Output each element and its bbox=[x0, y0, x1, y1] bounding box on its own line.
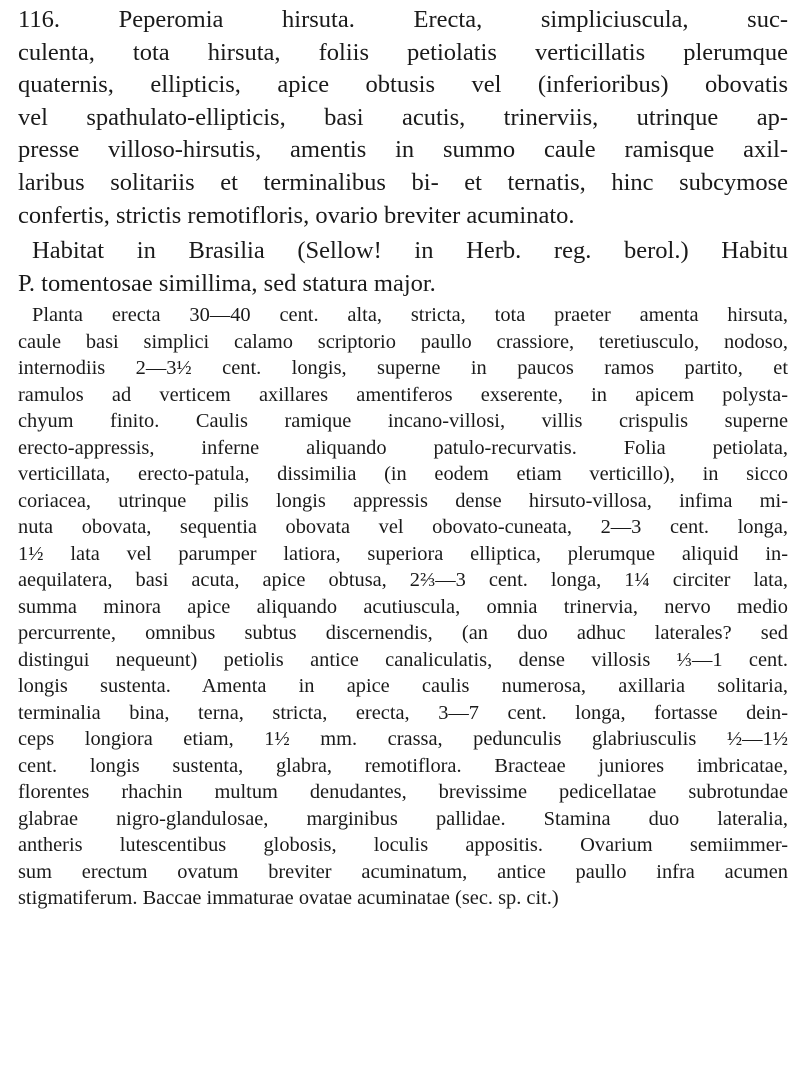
text-line: 116. Peperomia hirsuta. Erecta, simpliciuscula, suc- bbox=[18, 6, 788, 33]
text-line: presse villoso-hirsutis, amentis in summo caule ramisque axil- bbox=[18, 136, 788, 164]
text-line: Planta erecta 30—40 cent. alta, stricta, tota praeter amenta hirsuta, bbox=[32, 304, 788, 327]
text-line: terminalia bina, terna, stricta, erecta, 3—7 cent. longa, fortasse dein- bbox=[18, 701, 788, 724]
document-page bbox=[18, 4, 788, 912]
text-line: cent. longis sustenta, glabra, remotiflora. Bracteae juniores imbricatae, bbox=[18, 754, 788, 777]
text-line: 1½ lata vel parumper latiora, superiora elliptica, plerumque aliquid in- bbox=[18, 542, 788, 565]
text-line: summa minora apice aliquando acutiuscula, omnia trinervia, nervo medio bbox=[18, 595, 788, 618]
text-line: coriacea, utrinque pilis longis appressis dense hirsuto-villosa, infima mi- bbox=[18, 489, 788, 512]
text-line: erecto-appressis, inferne aliquando patulo-recurvatis. Folia petiolata, bbox=[18, 436, 788, 459]
text-line: confertis, strictis remotifloris, ovario breviter acuminato. bbox=[18, 201, 575, 229]
text-line: stigmatiferum. Baccae immaturae ovatae acuminatae (sec. sp. cit.) bbox=[18, 887, 559, 910]
text-line: nuta obovata, sequentia obovata vel obovato-cuneata, 2—3 cent. longa, bbox=[18, 516, 788, 539]
text-line: ramulos ad verticem axillares amentiferos exserente, in apicem polysta- bbox=[18, 383, 788, 406]
habitat-paragraph bbox=[18, 234, 788, 300]
text-line: glabrae nigro-glandulosae, marginibus pallidae. Stamina duo lateralia, bbox=[18, 807, 788, 830]
text-line: caule basi simplici calamo scriptorio paullo crassiore, teretiusculo, nodoso, bbox=[18, 330, 788, 353]
text-line: verticillata, erecto-patula, dissimilia (in eodem etiam verticillo), in sicco bbox=[18, 463, 788, 486]
text-line: quaternis, ellipticis, apice obtusis vel (inferioribus) obovatis bbox=[18, 71, 788, 99]
text-line: vel spathulato-ellipticis, basi acutis, trinerviis, utrinque ap- bbox=[18, 103, 788, 131]
species-diagnosis bbox=[18, 4, 788, 232]
text-line: laribus solitariis et terminalibus bi- et ternatis, hinc subcymose bbox=[18, 168, 788, 196]
text-line: longis sustenta. Amenta in apice caulis numerosa, axillaria solitaria, bbox=[18, 675, 788, 698]
text-line: ceps longiora etiam, 1½ mm. crassa, pedunculis glabriusculis ½—1½ bbox=[18, 728, 788, 751]
text-line: internodiis 2—3½ cent. longis, superne in paucos ramos partito, et bbox=[18, 357, 788, 380]
text-line: sum erectum ovatum breviter acuminatum, antice paullo infra acumen bbox=[18, 860, 788, 883]
text-line: chyum finito. Caulis ramique incano-villosi, villis crispulis superne bbox=[18, 410, 788, 433]
species-description bbox=[18, 302, 788, 912]
text-line: culenta, tota hirsuta, foliis petiolatis verticillatis plerumque bbox=[18, 38, 788, 66]
text-line: antheris lutescentibus globosis, loculis appositis. Ovarium semiimmer- bbox=[18, 834, 788, 857]
text-line: aequilatera, basi acuta, apice obtusa, 2⅔—3 cent. longa, 1¼ circiter lata, bbox=[18, 569, 788, 592]
text-line: percurrente, omnibus subtus discernendis, (an duo adhuc laterales? sed bbox=[18, 622, 788, 645]
text-line: distingui nequeunt) petiolis antice canaliculatis, dense villosis ⅓—1 cent. bbox=[18, 648, 788, 671]
text-line: P. tomentosae simillima, sed statura major. bbox=[18, 270, 436, 298]
text-line: florentes rhachin multum denudantes, brevissime pedicellatae subrotundae bbox=[18, 781, 788, 804]
text-line: Habitat in Brasilia (Sellow! in Herb. reg. berol.) Habitu bbox=[32, 237, 788, 265]
